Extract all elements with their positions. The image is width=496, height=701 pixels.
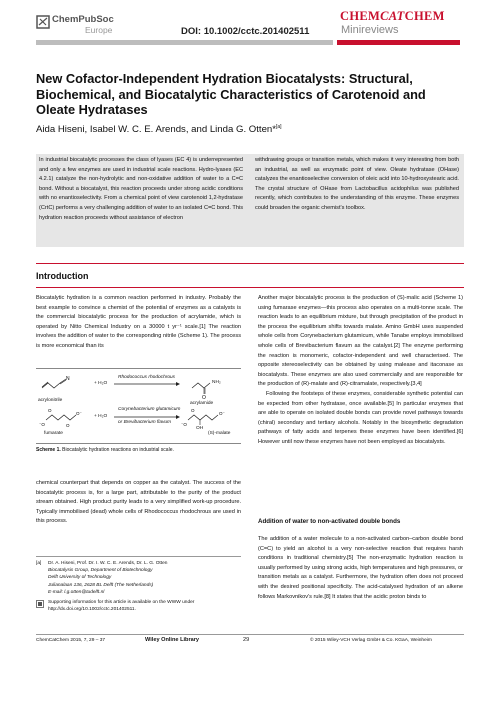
r2-oh: OH — [196, 426, 204, 431]
svg-text:O⁻: O⁻ — [219, 411, 225, 416]
left-col-para2: chemical counterpart that depends on copper as the catalyst. The success of the biocatalytic process is, for a large part, attributable to the purity of the product stream obtained. High product purity leads to a very simplified work-up procedure. Typically immobilised (dead) whole cells of Rhodococcus rhodochrous are used in this process. — [36, 480, 241, 525]
abstract-right: withdrawing groups or transition metals, which makes it very interesting from both an industrial, as well as enzymatic point of view. Oleate hydratase (OHase) catalyzes the enantioselective conversion of oleic acid into 10-hydroxystearic acid. The crystal structure of OHase from Lactobacillus acidophilus was published recently, which contributes to the understanding of this enzyme. These enzymes could broaden the organic chemist's toolbox. — [255, 157, 459, 211]
r1-enzyme: Rhodococcus rhodochrous — [118, 375, 176, 380]
authors-names: Aida Hiseni, Isabel W. C. E. Arends, and Linda G. Otten* — [36, 124, 276, 135]
svg-text:O⁻: O⁻ — [76, 411, 82, 416]
r2-enzyme2: or Brevibacterium flavum — [118, 420, 172, 425]
right-subheading: Addition of water to non-activated double bonds — [258, 518, 401, 525]
r2-substrate: fumarate — [44, 431, 63, 436]
abstract-left: In industrial biocatalytic processes the class of lyases (EC 4) is underrepresented and only a few enzymes are used in industrial scale reactions. Hydro-lyases (EC 4.2.1) catalyze the non-hydrolytic and non-oxidative addition of water to a C=C bond. Without a biocatalyst, this reaction proceeds under strong acidic conditions with no enantioselectivity. From a chemical point of view carotenoid 1,2-hydratase (CrtC) performs a very challenging addition of water to an isolated C=C bond. This hydration reaction proceeds without assistance of electron — [39, 157, 243, 221]
scheme-rule-bottom — [36, 443, 241, 444]
right-col-para1: Another major biocatalytic process is the production of (S)-malic acid (Scheme 1) using fumarase enzymes—this process also operates on a multi-tonne scale. The reaction leads to an equilibrium mixture, but through precipitation of the product in the process the equilibrium shifts towards malate. Amino GmbH uses suspended whole cells from Corynebacterium glutamicum, while Tanabe employs immobilised whole cells of Brevibacterium flavum as the catalyst.[2] The enzyme performing the reaction is monomeric, cofactor-independent and well characterised. The opposite stereoselectivity can be obtained by using malease and itaconase as biocatalysts. These enzymes are also used commercially and are responsible for the production of (R)-malate and (R)-citramalate, respectively.[3,4] — [258, 295, 463, 388]
authors-footnote-ref: [a] — [275, 123, 282, 130]
page-number: 29 — [243, 637, 250, 643]
affil-label: [a] — [36, 561, 42, 566]
doi: DOI: 10.1002/cctc.201402511 — [181, 26, 310, 37]
journal-title-mid: CAT — [380, 9, 405, 23]
affil-line: Delft University of Technology — [48, 575, 112, 581]
r2-water: + H₂O — [94, 414, 108, 419]
svg-text:O: O — [48, 408, 52, 413]
scheme-caption — [36, 447, 174, 453]
r1-substrate: acrylonitrile — [38, 398, 63, 403]
left-col-para1: Biocatalytic hydration is a common reaction performed in industry. Probably the best example to convince a chemist of the potential of enzymes as a catalysts is the commercial biocatalytic process for the production of acrylamide, which is operated by Nitto Chemical Industry on a 30000 t yr⁻¹ scale.[1] The reaction involves the addition of water to the corresponding nitrile (Scheme 1). The process is more economical than its — [36, 295, 241, 349]
header-bar — [36, 40, 333, 45]
r2-enzyme1: Corynebacterium glutamicum — [118, 407, 181, 412]
scheme-caption-text: Biocatalytic hydration reactions on industrial scale. — [62, 447, 174, 453]
chempubsoc-logo-icon — [36, 15, 50, 29]
affil-line: Biocatalysis Group, Department of Biotechnology — [48, 568, 153, 574]
supporting-info-text: Supporting information for this article is available on the WWW under http://dx.doi.org/10.1002/cctc.201402511. — [48, 600, 195, 613]
svg-text:O: O — [202, 395, 206, 401]
r1-water: + H₂O — [94, 381, 108, 386]
supporting-info-icon — [36, 600, 44, 608]
intro-rule — [36, 263, 464, 264]
right-col-para2: Following the footsteps of these enzymes, considerable synthetic potential can be expected from other hydratase, once available.[5] In particular enzymes that are able to operate on isolated double bonds can provide novel pathways towards (chiral) secondary and tertiary alcohols. Notably in the biosynthetic degradation pathways of fatty acids and terpenes these enzymes have been identified.[6] However until now these enzymes have not been employed as biocatalysts. — [258, 390, 463, 445]
svg-text:O: O — [191, 408, 195, 413]
r1-product: acrylamide — [190, 401, 214, 406]
article-title: New Cofactor-Independent Hydration Biocatalysts: Structural, Biochemical, and Biocatalytic Characteristics of Carotenoid and Oleate Hydratases — [36, 71, 426, 118]
intro-rule-bottom — [36, 287, 464, 288]
publisher-sub: Europe — [85, 25, 113, 35]
footnote-rule — [36, 556, 241, 557]
r2-product: (S)-malate — [208, 431, 231, 436]
footer-rule — [36, 634, 464, 635]
svg-text:O: O — [66, 423, 70, 428]
header-bar-accent — [337, 40, 460, 45]
publisher-name: ChemPubSoc — [52, 14, 114, 25]
authors — [36, 124, 282, 135]
affil-lines — [48, 560, 167, 596]
svg-text:N: N — [66, 376, 70, 382]
svg-text:⁻O: ⁻O — [181, 422, 187, 427]
affil-line: E-mail: l.g.otten@tudelft.nl — [48, 589, 105, 595]
footer-copyright: © 2015 Wiley-VCH Verlag GmbH & Co. KGaA, Weinheim — [310, 638, 432, 643]
r1-nh2: NH₂ — [212, 380, 221, 385]
right-col-para3: The addition of a water molecule to a non-activated carbon–carbon double bond (C=C) to yield an alcohol is a very non-selective reaction that requires harsh conditions in traditional chemistry.[5] The non-enzymatic hydration reaction is usually performed by using strong acids, high temperatures and high pressures, or transition metals as a catalyst. Furthermore, the hydration often does not proceed with the desired positional specificity. The acid-catalysed hydration of an alkene follows Markovnikov's rule.[8] It states that the acidic proton binds to — [258, 536, 463, 600]
journal-title — [340, 9, 445, 24]
affil-line: Julianalaan 136, 2628 BL Delft (The Netherlands) — [48, 582, 154, 588]
scheme-caption-label: Scheme 1. — [36, 447, 61, 453]
footer-wiley-link[interactable]: Wiley Online Library — [145, 637, 200, 643]
scheme-1 — [36, 368, 241, 463]
affil-line: Dr. A. Hiseni, Prof. Dr. I. W. C. E. Arends, Dr. L. G. Otten — [48, 561, 168, 566]
footer-citation: ChemCatChem 2015, 7, 29 – 37 — [36, 638, 106, 643]
journal-title-left: CHEM — [340, 9, 381, 23]
intro-heading: Introduction — [36, 271, 89, 281]
publisher-logo — [36, 14, 126, 42]
right-col-body — [258, 294, 463, 448]
journal-title-right: CHEM — [404, 9, 445, 23]
scheme-rule-top — [36, 368, 241, 369]
section-label: Minireviews — [341, 24, 399, 36]
svg-text:⁻O: ⁻O — [39, 422, 45, 427]
